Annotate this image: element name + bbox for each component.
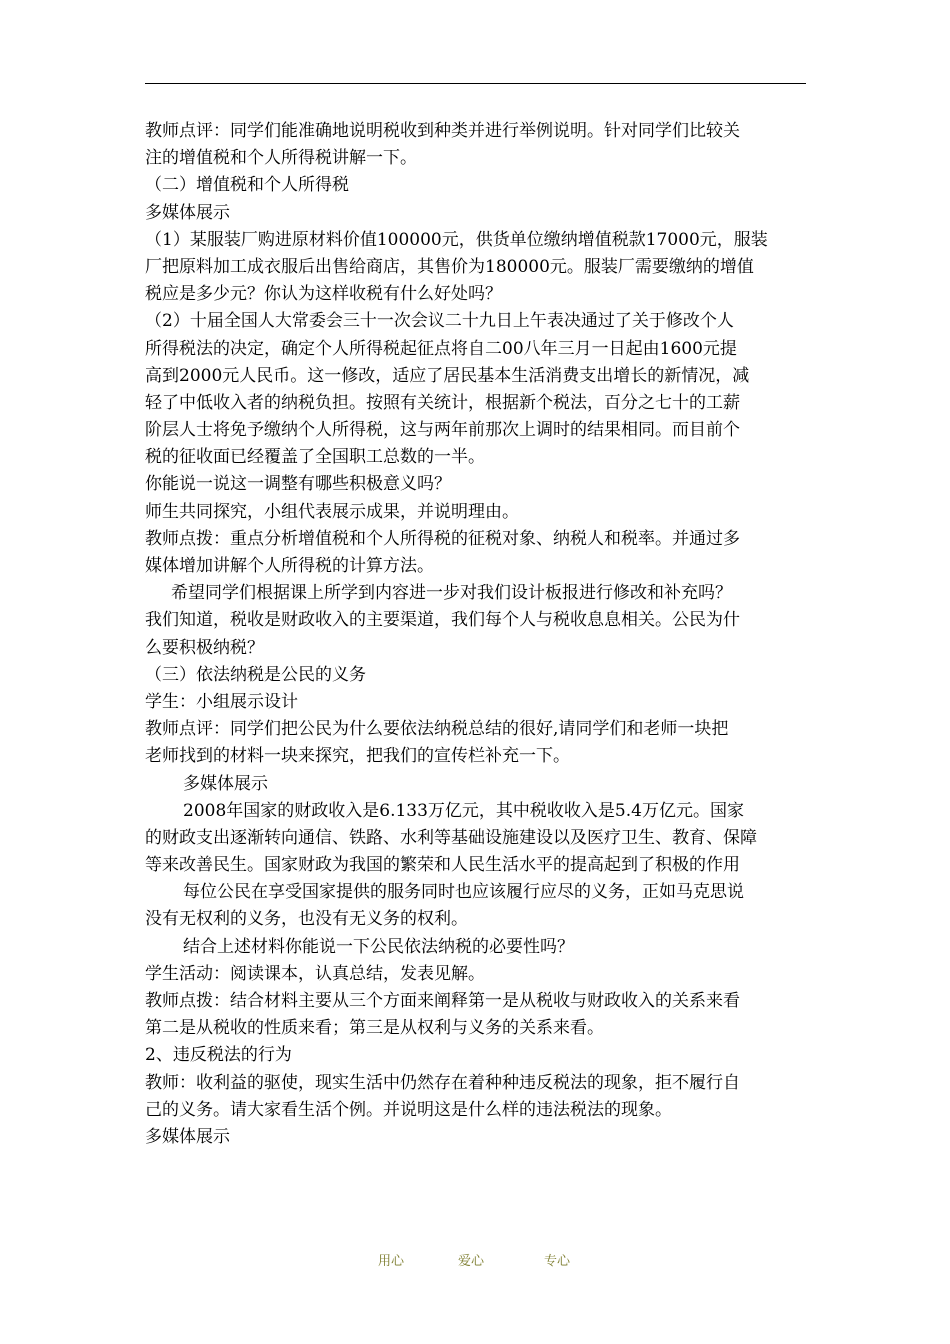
text-line: 税应是多少元？你认为这样收税有什么好处吗？: [145, 284, 502, 305]
text-line: 高到2000元人民币。这一修改，适应了居民基本生活消费支出增长的新情况，减: [145, 365, 750, 386]
text-line: 教师点拨：结合材料主要从三个方面来阐释第一是从税收与财政收入的关系来看: [145, 991, 740, 1011]
text-line: 多媒体展示: [183, 773, 268, 794]
text-line: 希望同学们根据课上所学到内容进一步对我们设计板报进行修改和补充吗？: [171, 583, 732, 604]
text-line: 每位公民在享受国家提供的服务同时也应该履行应尽的义务，正如马克思说: [183, 882, 744, 903]
text-line: 税的征收面已经覆盖了全国职工总数的一半。: [145, 447, 485, 468]
footer-item-1: 用心: [378, 1254, 405, 1269]
text-line: 教师点拨：重点分析增值税和个人所得税的征税对象、纳税人和税率。并通过多: [145, 528, 740, 549]
text-line: 所得税法的决定，确定个人所得税起征点将自二00八年三月一日起由1600元提: [145, 338, 737, 359]
text-line: 轻了中低收入者的纳税负担。按照有关统计，根据新个税法，百分之七十的工薪: [145, 392, 740, 413]
header-rule: [145, 83, 806, 84]
text-line: 师生共同探究，小组代表展示成果，并说明理由。: [145, 501, 519, 522]
text-line: 学生活动：阅读课本，认真总结，发表见解。: [145, 963, 485, 984]
text-line: 么要积极纳税？: [145, 637, 264, 658]
text-line: 老师找到的材料一块来探究，把我们的宣传栏补充一下。: [145, 746, 570, 767]
text-line: 结合上述材料你能说一下公民依法纳税的必要性吗？: [183, 936, 574, 957]
text-line: 己的义务。请大家看生活个例。并说明这是什么样的违法税法的现象。: [145, 1099, 672, 1120]
document-body: [145, 118, 807, 1151]
text-line: 我们知道，税收是财政收入的主要渠道，我们每个人与税收息息相关。公民为什: [145, 610, 740, 631]
text-line: 阶层人士将免予缴纳个人所得税，这与两年前那次上调时的结果相同。而目前个: [145, 420, 740, 441]
text-line: （2）十届全国人大常委会三十一次会议二十九日上午表决通过了关于修改个人: [145, 311, 734, 332]
footer-item-2: 爱心: [458, 1254, 485, 1269]
page-footer: [0, 1250, 950, 1268]
text-line: 多媒体展示: [145, 1126, 230, 1147]
text-line: （1）某服装厂购进原材料价值100000元，供货单位缴纳增值税款17000元，服装: [145, 229, 768, 250]
text-line: （三）依法纳税是公民的义务: [145, 664, 366, 685]
text-line: 学生：小组展示设计: [145, 691, 298, 712]
text-line: 教师点评：同学们能准确地说明税收到种类并进行举例说明。针对同学们比较关: [145, 121, 740, 141]
text-line: 教师点评：同学们把公民为什么要依法纳税总结的很好,请同学们和老师一块把: [145, 719, 729, 740]
text-line: 你能说一说这一调整有哪些积极意义吗？: [145, 474, 451, 495]
text-line: 教师：收利益的驱使，现实生活中仍然存在着种种违反税法的现象，拒不履行自: [145, 1072, 740, 1093]
text-line: 的财政支出逐渐转向通信、铁路、水利等基础设施建设以及医疗卫生、教育、保障: [145, 827, 757, 848]
text-line: 厂把原料加工成衣服后出售给商店，其售价为180000元。服装厂需要缴纳的增值: [145, 256, 754, 277]
text-line: 2008年国家的财政收入是6.133万亿元，其中税收收入是5.4万亿元。国家: [183, 800, 744, 821]
footer-item-3: 专心: [544, 1254, 571, 1269]
text-line: 媒体增加讲解个人所得税的计算方法。: [145, 556, 434, 576]
text-line: 注的增值税和个人所得税讲解一下。: [145, 148, 417, 169]
text-line: 多媒体展示: [145, 202, 230, 223]
text-line: 第二是从税收的性质来看；第三是从权利与义务的关系来看。: [145, 1018, 604, 1039]
text-line: 没有无权利的义务，也没有无义务的权利。: [145, 909, 468, 930]
text-line: （二）增值税和个人所得税: [145, 175, 349, 196]
text-line: 2、违反税法的行为: [145, 1045, 292, 1066]
text-line: 等来改善民生。国家财政为我国的繁荣和人民生活水平的提高起到了积极的作用: [145, 855, 740, 876]
